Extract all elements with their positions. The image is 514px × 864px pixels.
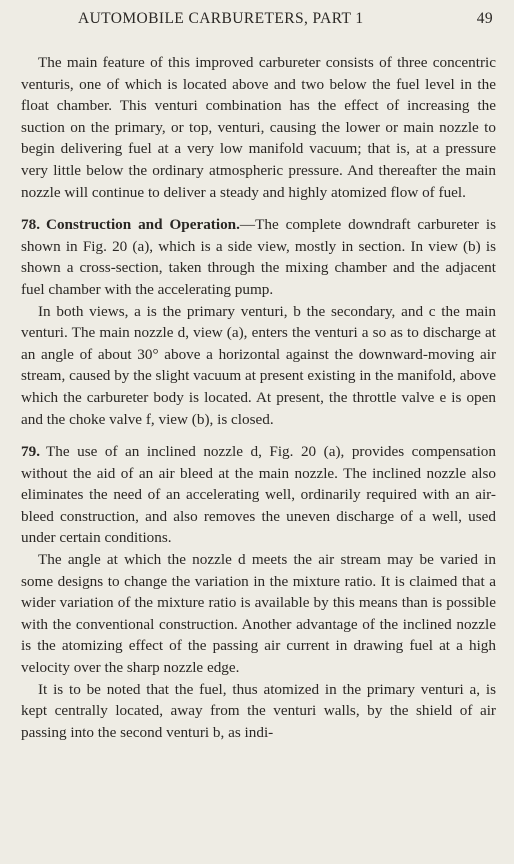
section-79: [21, 441, 496, 549]
running-title: AUTOMOBILE CARBURETERS, PART 1: [78, 10, 364, 27]
paragraph-atomized-fuel: It is to be noted that the fuel, thus atomized in the primary venturi a, is kept centrally located, away from the venturi walls, by the shield of air passing into the second venturi b, as indi-: [21, 680, 496, 741]
paragraph-venturi-views: In both views, a is the primary venturi, b the secondary, and c the main venturi. The main nozzle d, view (a), enters the venturi a so as to discharge at an angle of about 30° above a horizontal against the downward-moving air stream, caused by the slight vacuum at present existing in the manifold, above which the carbureter body is located. At present, the throttle valve e is open and the choke valve f, view (b), is closed.: [21, 302, 496, 428]
section-heading: Construction and Operation.: [45, 216, 240, 234]
page-body: [21, 52, 496, 743]
paragraph-intro: The main feature of this improved carbureter consists of three concentric venturis, one of which is located above and two below the fuel level in the float chamber. This venturi combination has the effect of increasing the suction on the primary, or top, venturi, causing the lower or main nozzle to begin delivering fuel at a very low manifold vacuum; that is, at a pressure very little below the ordinary atmospheric pressure. And thereafter the main nozzle will continue to deliver a steady and highly atomized flow of fuel.: [21, 54, 496, 201]
section-text: —The complete downdraft carbureter is shown in Fig. 20 (a), which is a side view, mostly in section. In view (b) is shown a cross-section, taken through the mixing chamber and the adjacent fuel chamber with the accelerating pump.: [21, 216, 496, 298]
running-header: [21, 10, 496, 34]
section-78: [21, 214, 496, 300]
section-number: 78.: [21, 216, 40, 234]
section-text: The use of an inclined nozzle d, Fig. 20 (a), provides compensation without the aid of an air bleed at the main nozzle. The inclined nozzle also eliminates the need of an accelerating well, ordinarily required with an air-bleed construction, and also removes the uneven discharge of a well, used under certain conditions.: [21, 443, 496, 547]
section-number: 79.: [21, 443, 40, 461]
page-number: 49: [476, 10, 493, 27]
paragraph-nozzle-angle: The angle at which the nozzle d meets the air stream may be varied in some designs to change the variation in the mixture ratio. It is claimed that a wider variation of the mixture ratio is available by this means than is possible with the conventional construction. Another advantage of the inclined nozzle is the atomizing effect of the passing air current in drawing fuel at a high velocity over the sharp nozzle edge.: [21, 551, 496, 677]
